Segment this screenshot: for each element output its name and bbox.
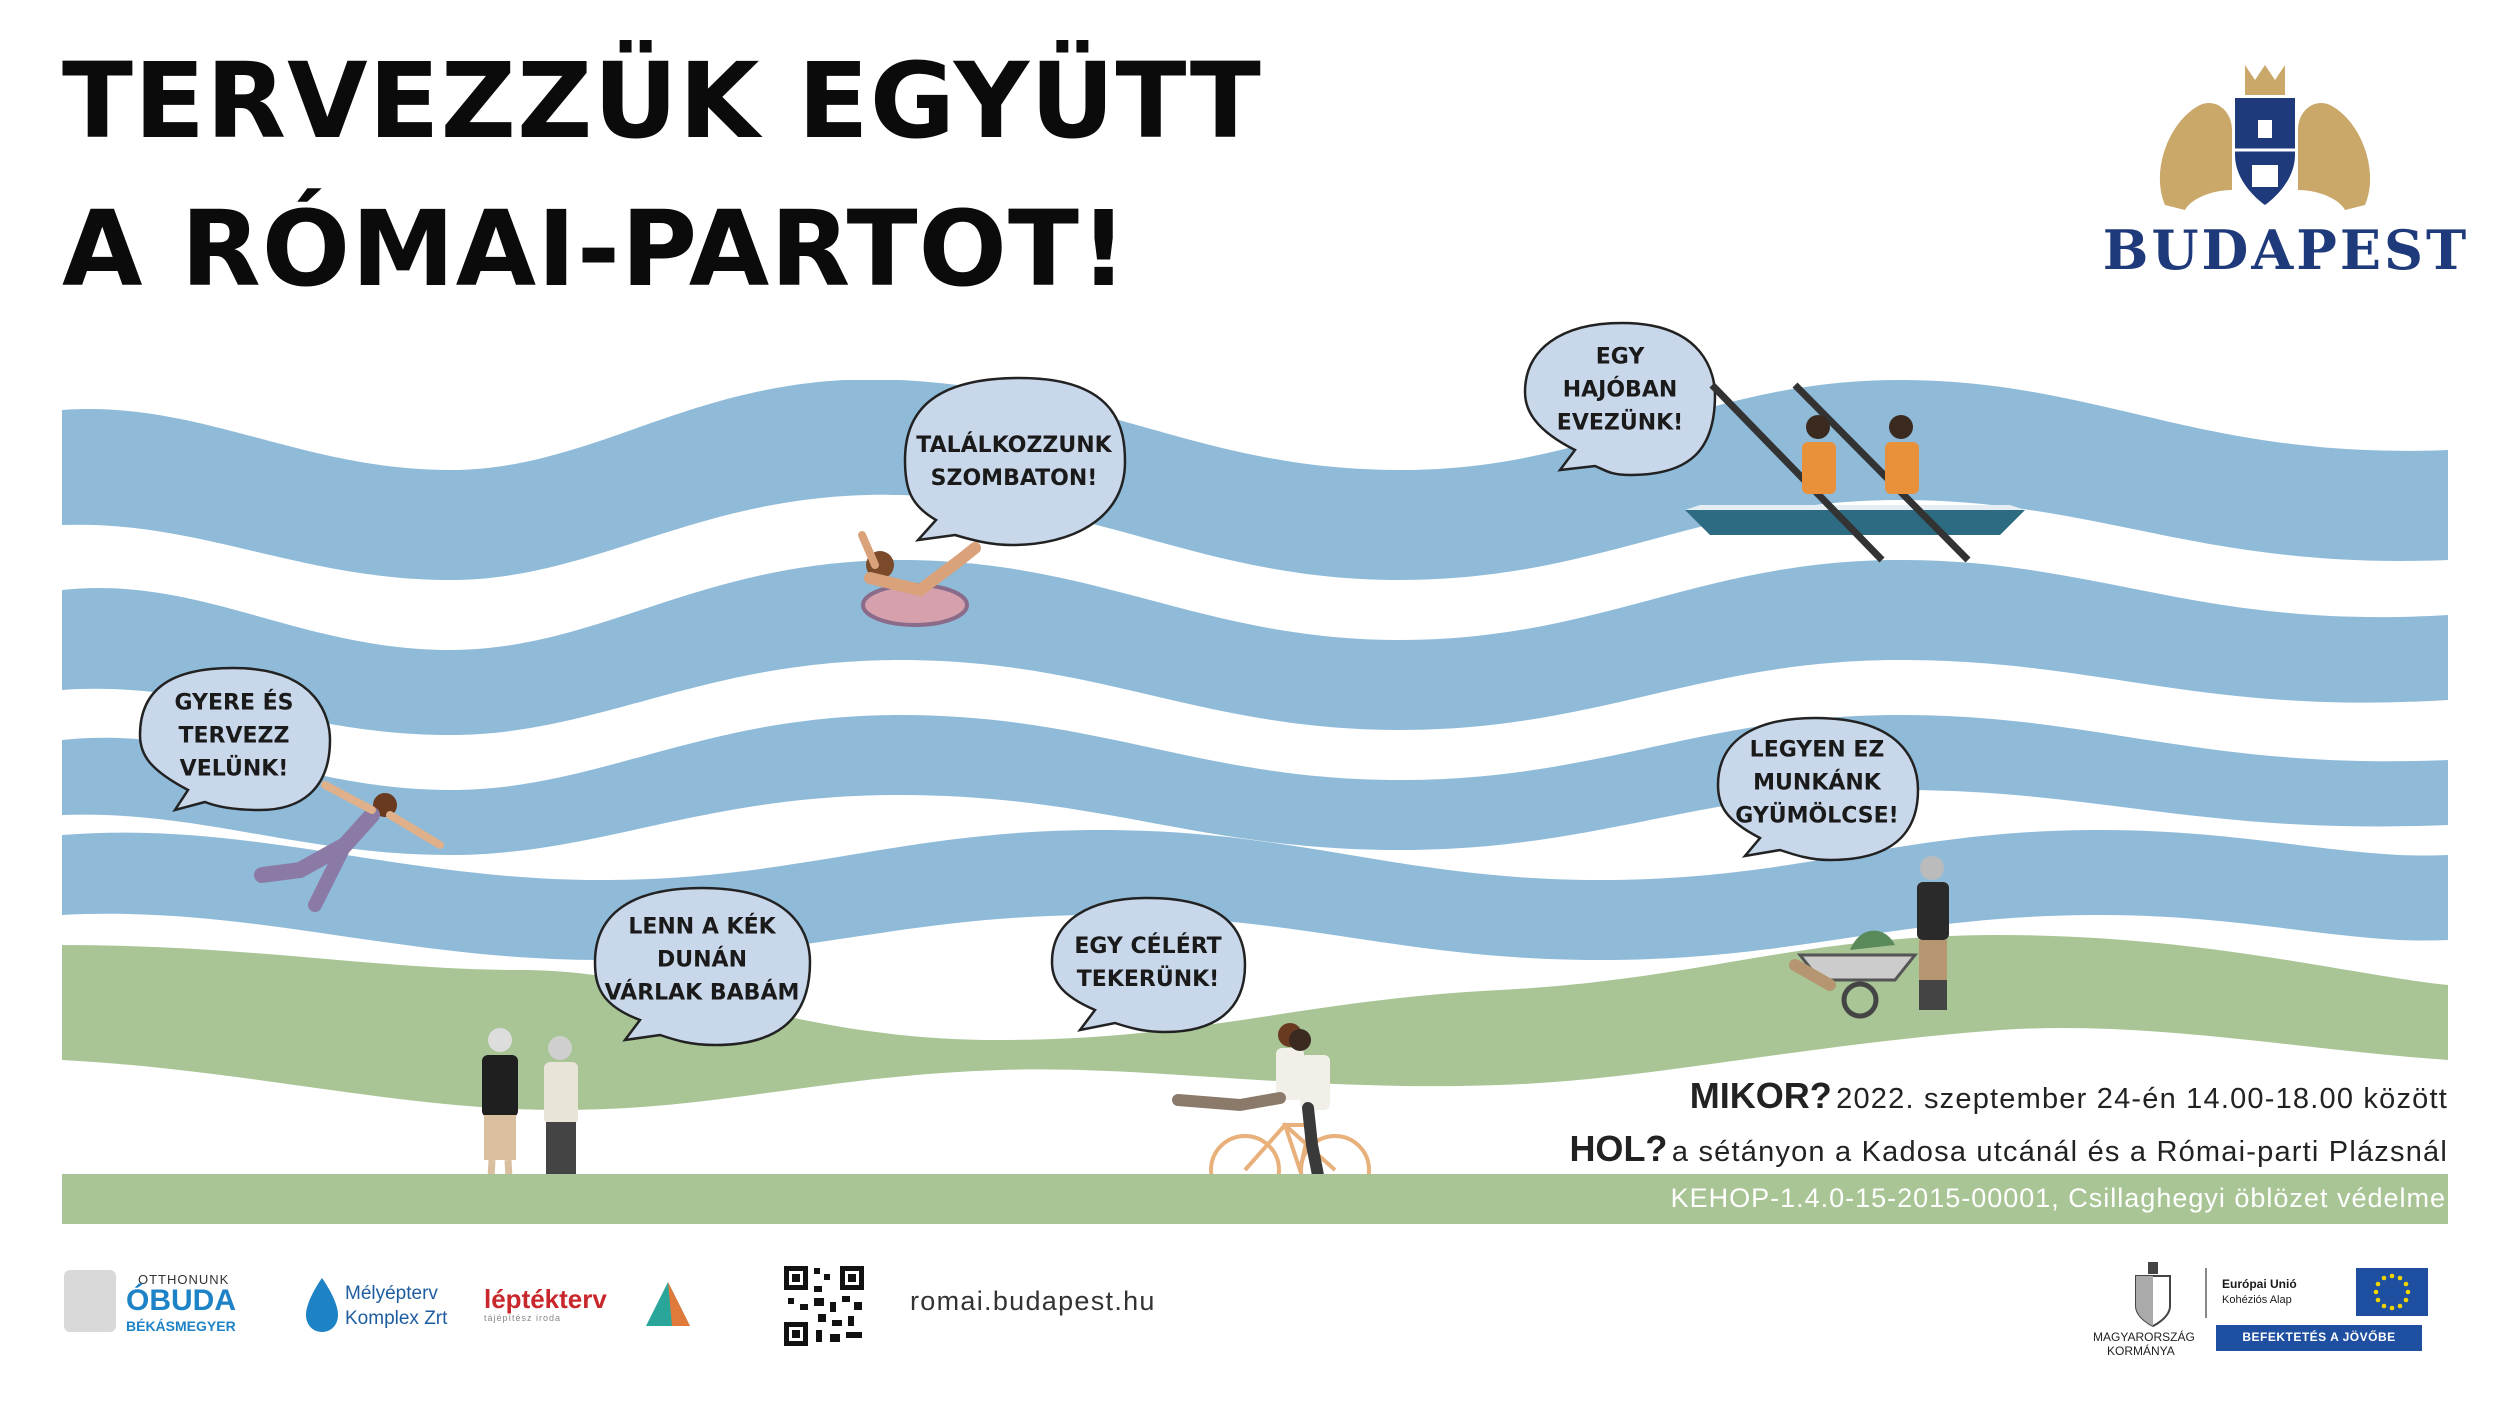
wave-band-2 bbox=[62, 560, 2448, 735]
leptekterv-logo-sub: tájépítész iroda bbox=[484, 1313, 562, 1323]
melyepterv-logo-line1: Mélyépterv bbox=[345, 1283, 438, 1304]
hungarian-coat-icon bbox=[2136, 1262, 2170, 1326]
event-when bbox=[1690, 1075, 2448, 1117]
event-when-label: MIKOR? bbox=[1689, 1075, 1832, 1116]
title-line-1: TERVEZZÜK EGYÜTT bbox=[62, 40, 1262, 162]
wave-band-1 bbox=[62, 379, 2448, 580]
obuda-coat-icon bbox=[64, 1270, 116, 1332]
river-waves bbox=[62, 379, 2448, 1110]
website-url[interactable]: romai.budapest.hu bbox=[910, 1286, 1156, 1316]
eu-logo-line1: Európai Unió bbox=[2222, 1277, 2297, 1291]
eu-flag-icon bbox=[2356, 1268, 2428, 1316]
bubble-text-hajoban: EGY HAJÓBAN EVEZÜNK! bbox=[1556, 344, 1684, 436]
event-where-label: HOL? bbox=[1569, 1128, 1668, 1169]
event-where bbox=[1569, 1128, 2448, 1170]
event-when-value: 2022. szeptember 24-én 14.00-18.00 között bbox=[1836, 1083, 2448, 1115]
eu-logo-line2: Kohéziós Alap bbox=[2222, 1294, 2292, 1306]
obuda-logo-main: ÓBUDA bbox=[126, 1284, 236, 1317]
bubble-text-legyen: LEGYEN EZ MUNKÁNK GYÜMÖLCSE! bbox=[1735, 737, 1899, 829]
bubble-text-lenn: LENN A KÉK DUNÁN VÁRLAK BABÁM bbox=[604, 914, 800, 1006]
griffin-right bbox=[2298, 103, 2370, 210]
melyepterv-drop-icon bbox=[306, 1278, 338, 1332]
kayaker-front-head bbox=[1806, 415, 1830, 439]
eu-investment-text: BEFEKTETÉS A JÖVŐBE bbox=[2242, 1330, 2396, 1344]
budapest-wordmark: BUDAPEST bbox=[2102, 218, 2470, 282]
event-where-value: a sétányon a Kadosa utcánál és a Római-parti Plázsnál bbox=[1671, 1136, 2448, 1168]
project-strip bbox=[62, 1174, 2448, 1224]
obuda-logo-sub: BÉKÁSMEGYER bbox=[126, 1318, 236, 1334]
bubble-text-talalkozzunk: TALÁLKOZZUNK SZOMBATON! bbox=[916, 433, 1112, 491]
bubble-text-gyere: GYERE ÉS TERVEZZ VELÜNK! bbox=[174, 690, 294, 782]
kayaker-back-head bbox=[1889, 415, 1913, 439]
eu-investment-bar bbox=[2216, 1325, 2422, 1351]
obuda-logo-top: OTTHONUNK bbox=[138, 1272, 230, 1287]
government-logo-line2: KORMÁNYA bbox=[2107, 1344, 2175, 1358]
lion-left bbox=[2160, 103, 2232, 210]
melyepterv-logo-line2: Komplex Zrt bbox=[345, 1308, 448, 1329]
government-logo-line1: MAGYARORSZÁG bbox=[2093, 1330, 2195, 1344]
project-code: KEHOP-1.4.0-15-2015-00001, Csillaghegyi öblözet védelme bbox=[1670, 1183, 2446, 1213]
budapest-coat-of-arms bbox=[2160, 65, 2370, 210]
title-line-2: A RÓMAI-PARTOT! bbox=[62, 188, 1129, 310]
leptekterv-logo: léptékterv bbox=[484, 1284, 607, 1314]
qr-code-icon bbox=[782, 1264, 866, 1348]
footer-logos bbox=[64, 1262, 2428, 1348]
bubble-text-celert: EGY CÉLÉRT TEKERÜNK! bbox=[1074, 934, 1222, 992]
